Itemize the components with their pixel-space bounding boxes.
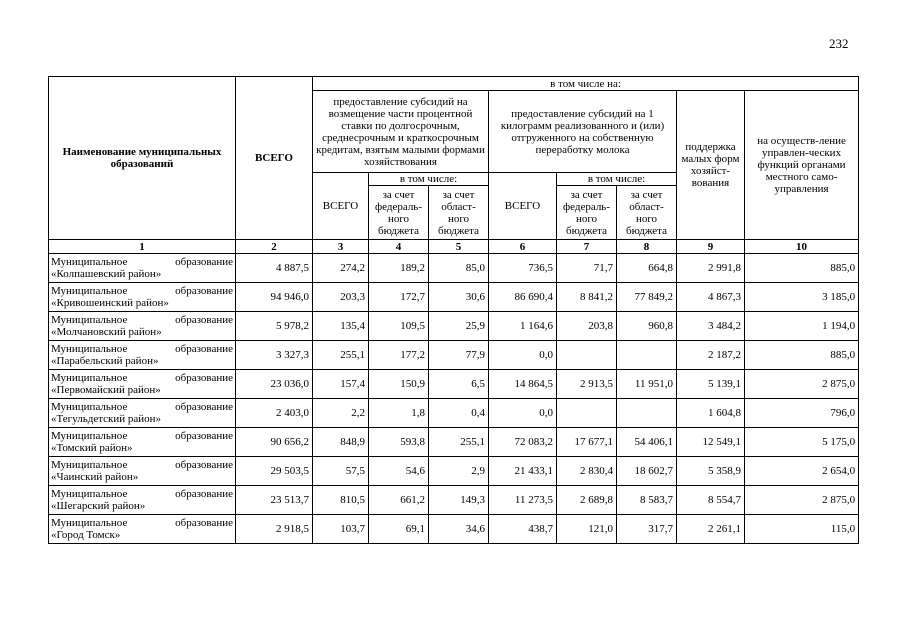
value-cell: 960,8 (617, 312, 677, 341)
header-including: в том числе на: (313, 77, 859, 91)
municipality-name-line: Муниципальное (51, 256, 128, 268)
value-cell (617, 399, 677, 428)
value-cell: 23 036,0 (236, 370, 313, 399)
value-cell: 121,0 (557, 515, 617, 544)
column-number: 5 (429, 240, 489, 254)
value-cell: 34,6 (429, 515, 489, 544)
municipality-name-line: «Колпашевский район» (51, 268, 162, 280)
value-cell: 109,5 (369, 312, 429, 341)
value-cell: 71,7 (557, 254, 617, 283)
value-cell: 2 261,1 (677, 515, 745, 544)
municipality-name-line: образование (175, 430, 233, 442)
header-sub-including-2: в том числе: (557, 173, 677, 186)
value-cell: 6,5 (429, 370, 489, 399)
value-cell: 5 139,1 (677, 370, 745, 399)
value-cell: 21 433,1 (489, 457, 557, 486)
value-cell: 203,8 (557, 312, 617, 341)
value-cell: 85,0 (429, 254, 489, 283)
column-number: 9 (677, 240, 745, 254)
value-cell: 54,6 (369, 457, 429, 486)
value-cell: 661,2 (369, 486, 429, 515)
municipality-name-line: «Шегарский район» (51, 500, 146, 512)
municipality-name-line: образование (175, 343, 233, 355)
value-cell: 177,2 (369, 341, 429, 370)
value-cell: 5 175,0 (745, 428, 859, 457)
municipality-name-line: Муниципальное (51, 401, 128, 413)
value-cell: 8 841,2 (557, 283, 617, 312)
value-cell: 848,9 (313, 428, 369, 457)
table-row (49, 515, 859, 544)
value-cell: 14 864,5 (489, 370, 557, 399)
value-cell: 3 327,3 (236, 341, 313, 370)
header-regional-2: за счет област-ного бюджета (617, 186, 677, 240)
value-cell: 12 549,1 (677, 428, 745, 457)
header-federal-2: за счет федераль-ного бюджета (557, 186, 617, 240)
table-row (49, 283, 859, 312)
value-cell: 203,3 (313, 283, 369, 312)
header-management: на осуществ-ление управлен-ческих функций органами местного само-управления (745, 91, 859, 240)
municipality-name-line: Муниципальное (51, 314, 128, 326)
value-cell: 2 875,0 (745, 486, 859, 515)
table-row (49, 312, 859, 341)
table-row (49, 486, 859, 515)
value-cell: 5 978,2 (236, 312, 313, 341)
municipality-name-line: образование (175, 256, 233, 268)
municipality-name-line: «Город Томск» (51, 529, 121, 541)
municipality-name-line: Муниципальное (51, 430, 128, 442)
value-cell: 2 689,8 (557, 486, 617, 515)
table-row (49, 399, 859, 428)
municipality-name (49, 312, 236, 341)
value-cell: 1 604,8 (677, 399, 745, 428)
value-cell: 593,8 (369, 428, 429, 457)
value-cell (557, 399, 617, 428)
value-cell: 30,6 (429, 283, 489, 312)
value-cell: 11 273,5 (489, 486, 557, 515)
value-cell: 2,2 (313, 399, 369, 428)
header-small-forms: поддержка малых форм хозяйст-вования (677, 91, 745, 240)
value-cell: 274,2 (313, 254, 369, 283)
column-number: 8 (617, 240, 677, 254)
value-cell: 57,5 (313, 457, 369, 486)
header-group-interest: предоставление субсидий на возмещение части процентной ставки по долгосрочным, среднесрочным и краткосрочным кредитам, взятым малыми формами хозяйствования (313, 91, 489, 173)
value-cell (557, 341, 617, 370)
value-cell: 2 403,0 (236, 399, 313, 428)
value-cell: 17 677,1 (557, 428, 617, 457)
municipality-name-line: «Тегульдетский район» (51, 413, 162, 425)
value-cell: 255,1 (429, 428, 489, 457)
column-number: 4 (369, 240, 429, 254)
value-cell: 5 358,9 (677, 457, 745, 486)
value-cell: 103,7 (313, 515, 369, 544)
value-cell: 4 887,5 (236, 254, 313, 283)
municipality-name-line: Муниципальное (51, 372, 128, 384)
header-name: Наименование муниципальных образований (49, 77, 236, 240)
value-cell: 8 554,7 (677, 486, 745, 515)
municipality-name-line: «Кривошеинский район» (51, 297, 169, 309)
municipality-name (49, 341, 236, 370)
value-cell: 0,0 (489, 341, 557, 370)
value-cell: 86 690,4 (489, 283, 557, 312)
municipality-name-line: образование (175, 314, 233, 326)
value-cell: 2 913,5 (557, 370, 617, 399)
value-cell: 885,0 (745, 254, 859, 283)
value-cell: 90 656,2 (236, 428, 313, 457)
value-cell: 2 830,4 (557, 457, 617, 486)
value-cell: 317,7 (617, 515, 677, 544)
value-cell (617, 341, 677, 370)
value-cell: 664,8 (617, 254, 677, 283)
value-cell: 29 503,5 (236, 457, 313, 486)
value-cell: 796,0 (745, 399, 859, 428)
column-number: 6 (489, 240, 557, 254)
table-row (49, 428, 859, 457)
page-number: 232 (829, 36, 849, 51)
municipality-name-line: Муниципальное (51, 285, 128, 297)
header-group-milk: предоставление субсидий на 1 килограмм реализованного и (или) отгруженного на собственную переработку молока (489, 91, 677, 173)
municipality-name-line: «Первомайский район» (51, 384, 161, 396)
value-cell: 135,4 (313, 312, 369, 341)
value-cell: 3 484,2 (677, 312, 745, 341)
value-cell: 2 654,0 (745, 457, 859, 486)
value-cell: 54 406,1 (617, 428, 677, 457)
value-cell: 69,1 (369, 515, 429, 544)
municipality-name-line: Муниципальное (51, 459, 128, 471)
municipality-name (49, 457, 236, 486)
municipality-name-line: образование (175, 401, 233, 413)
header-federal-1: за счет федераль-ного бюджета (369, 186, 429, 240)
value-cell: 0,4 (429, 399, 489, 428)
column-number: 1 (49, 240, 236, 254)
value-cell: 115,0 (745, 515, 859, 544)
value-cell: 2 187,2 (677, 341, 745, 370)
value-cell: 2 918,5 (236, 515, 313, 544)
municipality-name-line: образование (175, 517, 233, 529)
header-total-2: ВСЕГО (489, 173, 557, 240)
value-cell: 255,1 (313, 341, 369, 370)
municipality-name-line: образование (175, 372, 233, 384)
column-numbers-row (49, 240, 859, 254)
value-cell: 1,8 (369, 399, 429, 428)
municipality-name-line: образование (175, 488, 233, 500)
value-cell: 3 185,0 (745, 283, 859, 312)
value-cell: 77,9 (429, 341, 489, 370)
municipality-name-line: «Молчановский район» (51, 326, 162, 338)
value-cell: 736,5 (489, 254, 557, 283)
municipality-name (49, 283, 236, 312)
table-row (49, 370, 859, 399)
value-cell: 157,4 (313, 370, 369, 399)
value-cell: 18 602,7 (617, 457, 677, 486)
municipality-name-line: образование (175, 459, 233, 471)
header-regional-1: за счет област-ного бюджета (429, 186, 489, 240)
table-row (49, 341, 859, 370)
value-cell: 2 875,0 (745, 370, 859, 399)
table-row (49, 457, 859, 486)
table-row (49, 254, 859, 283)
value-cell: 4 867,3 (677, 283, 745, 312)
value-cell: 150,9 (369, 370, 429, 399)
header-total: ВСЕГО (236, 77, 313, 240)
municipality-name-line: Муниципальное (51, 488, 128, 500)
value-cell: 1 164,6 (489, 312, 557, 341)
value-cell: 77 849,2 (617, 283, 677, 312)
value-cell: 2,9 (429, 457, 489, 486)
column-number: 7 (557, 240, 617, 254)
value-cell: 8 583,7 (617, 486, 677, 515)
municipality-name (49, 370, 236, 399)
header-sub-including-1: в том числе: (369, 173, 489, 186)
municipality-name-line: Муниципальное (51, 517, 128, 529)
municipality-name-line: «Томский район» (51, 442, 133, 454)
value-cell: 11 951,0 (617, 370, 677, 399)
value-cell: 149,3 (429, 486, 489, 515)
value-cell: 172,7 (369, 283, 429, 312)
municipality-name (49, 428, 236, 457)
value-cell: 885,0 (745, 341, 859, 370)
column-number: 10 (745, 240, 859, 254)
column-number: 2 (236, 240, 313, 254)
value-cell: 438,7 (489, 515, 557, 544)
municipality-name-line: образование (175, 285, 233, 297)
municipality-name (49, 399, 236, 428)
value-cell: 0,0 (489, 399, 557, 428)
value-cell: 23 513,7 (236, 486, 313, 515)
municipality-name-line: «Чаинский район» (51, 471, 139, 483)
value-cell: 810,5 (313, 486, 369, 515)
subsidy-table (48, 76, 859, 544)
value-cell: 189,2 (369, 254, 429, 283)
municipality-name-line: «Парабельский район» (51, 355, 159, 367)
value-cell: 72 083,2 (489, 428, 557, 457)
municipality-name-line: Муниципальное (51, 343, 128, 355)
municipality-name (49, 254, 236, 283)
municipality-name (49, 515, 236, 544)
value-cell: 25,9 (429, 312, 489, 341)
value-cell: 1 194,0 (745, 312, 859, 341)
column-number: 3 (313, 240, 369, 254)
value-cell: 2 991,8 (677, 254, 745, 283)
header-total-1: ВСЕГО (313, 173, 369, 240)
value-cell: 94 946,0 (236, 283, 313, 312)
municipality-name (49, 486, 236, 515)
